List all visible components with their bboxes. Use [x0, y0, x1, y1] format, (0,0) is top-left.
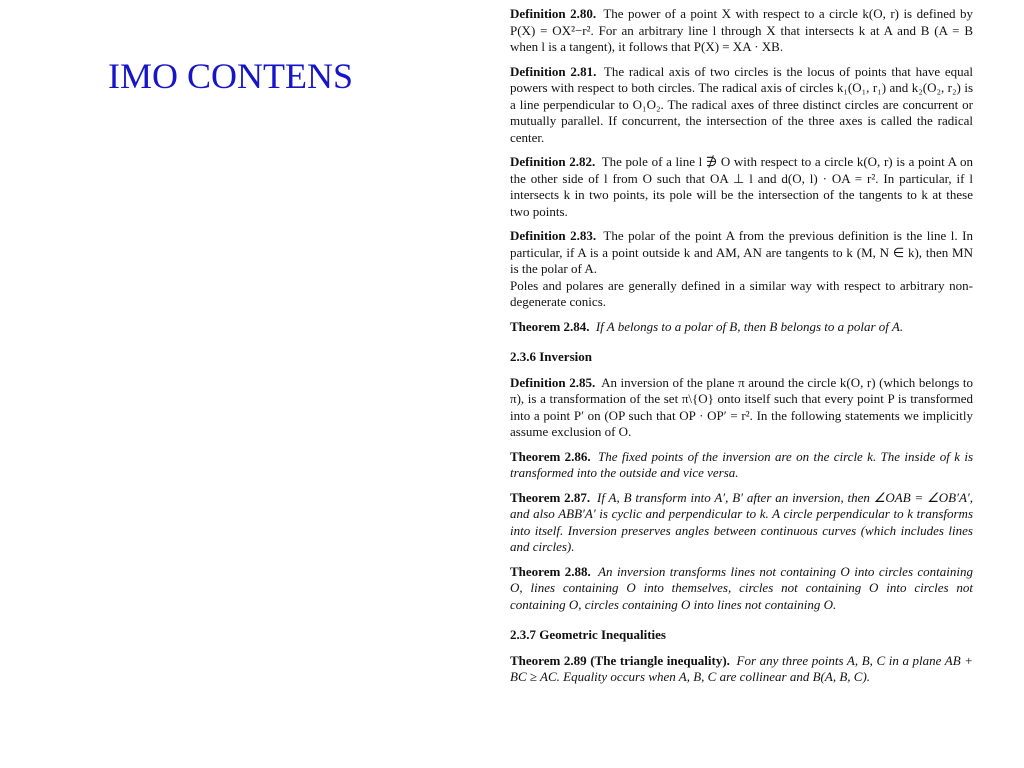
section-heading-geometric-inequalities: 2.3.7 Geometric Inequalities: [510, 627, 666, 642]
document-page: [510, 6, 973, 694]
block-text: An inversion transforms lines not containing O into circles containing O, lines containing O into themselves, circles not containing O into circles not containing O, circles containing O into lines not containing O.: [510, 563, 974, 612]
block-head: Definition 2.80.: [510, 6, 597, 21]
block-text: For any three points A, B, C in a plane AB + BC ≥ AC. Equality occurs when A, B, C are collinear and B(A, B, C).: [510, 652, 973, 684]
slide-title: IMO CONTENS: [108, 56, 354, 96]
block-extra: Poles and polares are generally defined in a similar way with respect to arbitrary non-degenerate conics.: [510, 277, 973, 309]
theorem-2-84: [510, 319, 973, 336]
block-text: The radical axis of two circles is the locus of points that have equal powers with respect to both circles. The radical axis of circles k₁(O₁, r₁) and k₂(O₂, r₂) is a line perpendicular to O₁O₂. The radical axes of three distinct circles are concurrent or mutually parallel. If concurrent, the intersection of the three axes is called the radical center.: [510, 63, 974, 145]
block-head: Definition 2.85.: [510, 374, 596, 390]
block-head: Theorem 2.84.: [510, 318, 590, 334]
block-text: If A, B transform into A′, B′ after an inversion, then ∠OAB = ∠OB′A′, and also ABB′A′ is cyclic and perpendicular to k. A circle perpendicular to k transforms into itself. Inversion preserves angles between continuous curves (which includes lines and circles).: [510, 489, 974, 554]
definition-2-80: [510, 6, 973, 56]
block-head: Definition 2.82.: [510, 154, 596, 169]
theorem-2-89: [510, 653, 973, 686]
block-head: Theorem 2.87.: [510, 489, 591, 505]
theorem-2-87: [510, 490, 973, 556]
block-text: The pole of a line l ∌ O with respect to a circle k(O, r) is a point A on the other side of l from O such that OA ⊥ l and d(O, l) · OA = r². In particular, if l intersects k in two points, its pole will be the intersection of the tangents to k at these two points.: [510, 154, 973, 219]
block-text: An inversion of the plane π around the circle k(O, r) (which belongs to π), is a transformation of the set π\{O} onto itself such that every point P is transformed into a point P′ on (OP such that OP · OP′ = r². In the following statements we implicitly assume exclusion of O.: [510, 374, 973, 439]
block-text: The polar of the point A from the previous definition is the line l. In particular, if A is a point outside k and AM, AN are tangents to k (M, N ∈ k), then MN is the polar of A.: [510, 228, 974, 276]
block-text: The fixed points of the inversion are on the circle k. The inside of k is transformed into the outside and vice versa.: [510, 448, 974, 480]
definition-2-85: [510, 375, 973, 441]
block-head: Definition 2.83.: [510, 228, 597, 243]
block-text: The power of a point X with respect to a circle k(O, r) is defined by P(X) = OX²−r². For an arbitrary line l through X that intersects k at A and B (A = B when l is a tangent), it follows that P(X) = XA · XB.: [510, 6, 974, 54]
block-head: Theorem 2.88.: [510, 563, 591, 579]
definition-2-81: [510, 64, 973, 147]
theorem-2-86: [510, 449, 973, 482]
definition-2-83: [510, 228, 973, 311]
block-text: If A belongs to a polar of B, then B belongs to a polar of A.: [595, 318, 904, 334]
block-head: Theorem 2.86.: [510, 448, 591, 464]
definition-2-82: [510, 154, 973, 220]
theorem-2-88: [510, 564, 973, 614]
block-head: Theorem 2.89 (The triangle inequality).: [510, 652, 730, 668]
section-heading-inversion: 2.3.6 Inversion: [510, 349, 592, 364]
block-head: Definition 2.81.: [510, 63, 597, 79]
